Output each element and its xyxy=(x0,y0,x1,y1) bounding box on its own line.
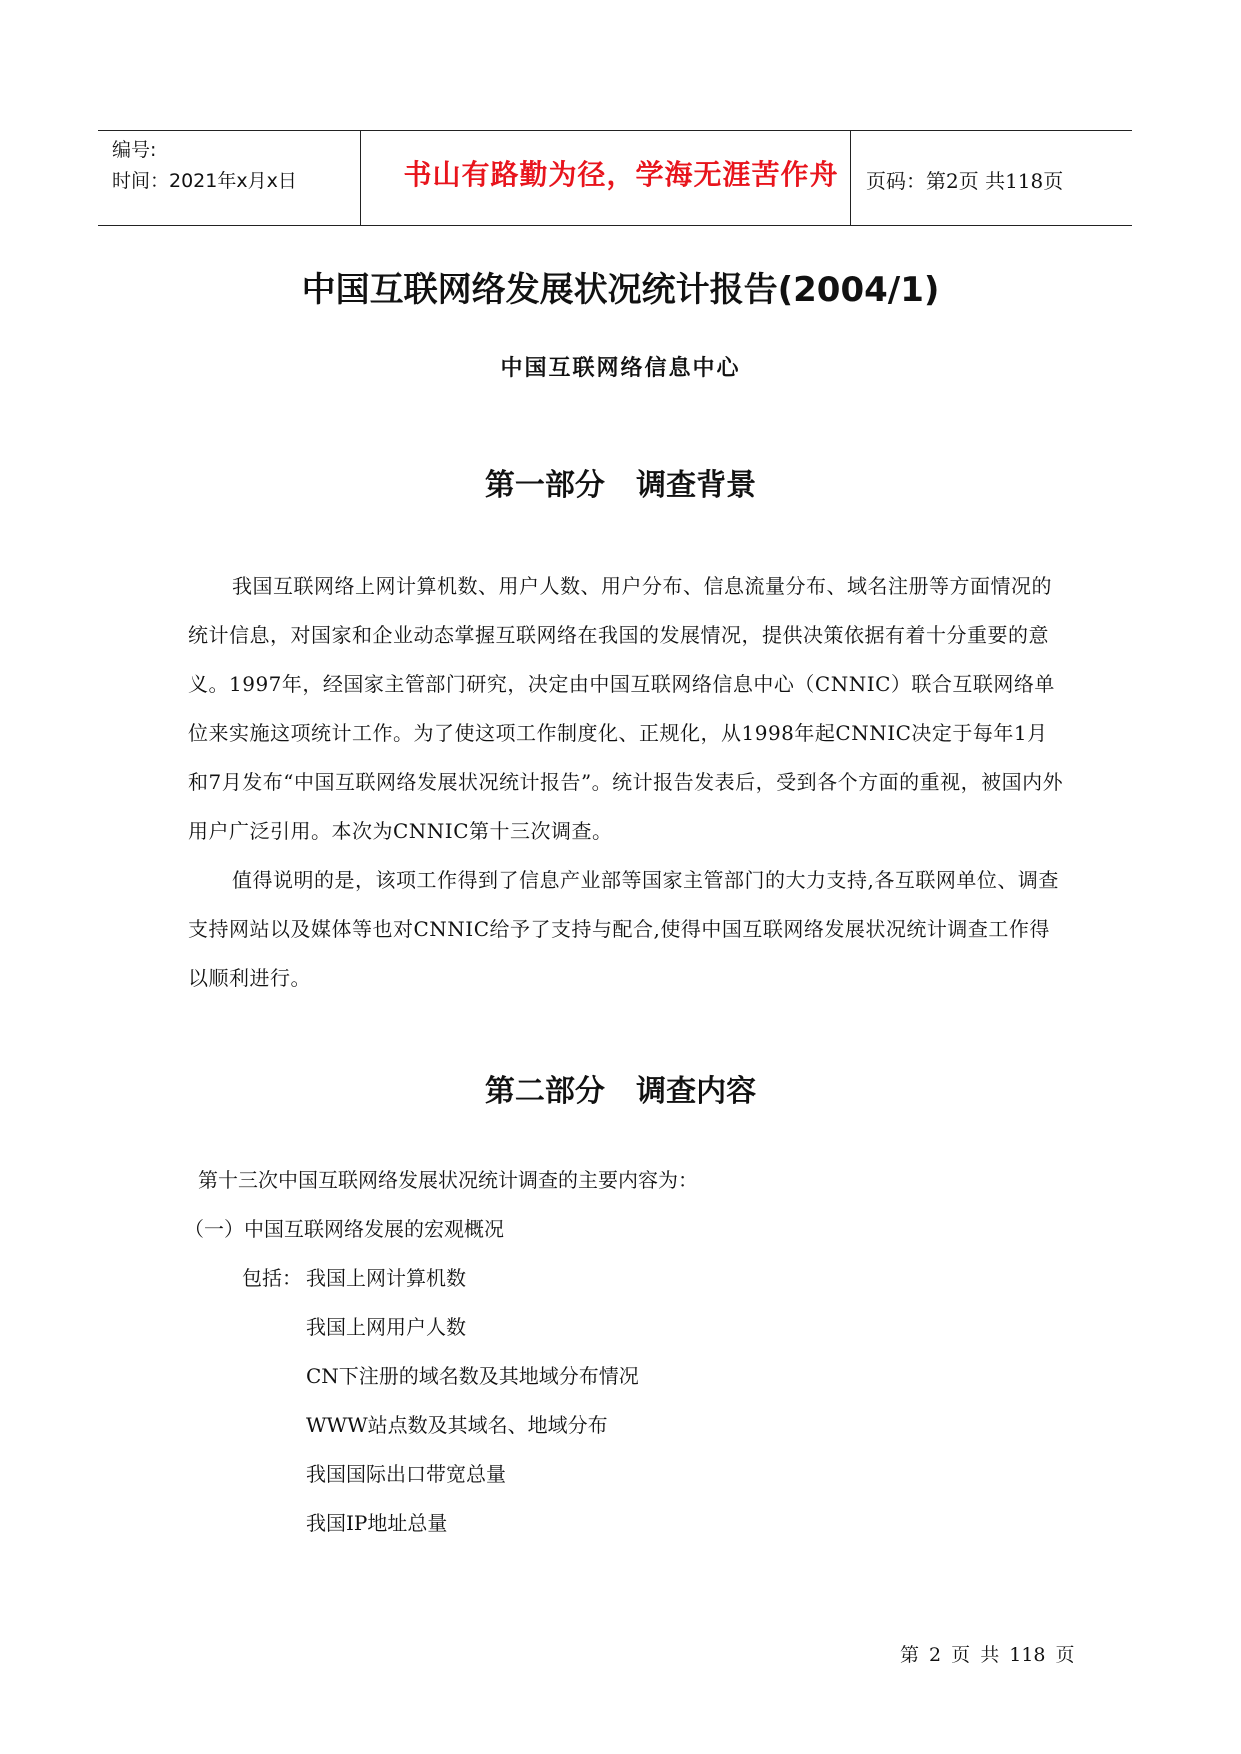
page-code: 页码：第2页 共118页 xyxy=(866,169,1064,193)
header-divider xyxy=(360,131,361,225)
document-title: 中国互联网络发展状况统计报告(2004/1) xyxy=(301,270,940,310)
header-table xyxy=(98,130,1132,226)
organization: 中国互联网络信息中心 xyxy=(500,355,741,381)
list-item: WWW站点数及其域名、地域分布 xyxy=(306,1413,608,1437)
header-divider xyxy=(850,131,851,225)
section1-body xyxy=(188,562,1068,1003)
list-item: 我国上网计算机数 xyxy=(306,1266,466,1290)
subsection-heading: （一）中国互联网络发展的宏观概况 xyxy=(184,1217,504,1241)
include-label: 包括： xyxy=(242,1266,302,1290)
list-item: 我国国际出口带宽总量 xyxy=(306,1462,506,1486)
number-label: 编号: xyxy=(112,139,157,161)
time-label: 时间：2021年x月x日 xyxy=(112,170,297,192)
section1-heading: 第一部分 调查背景 xyxy=(484,468,757,503)
section2-heading: 第二部分 调查内容 xyxy=(484,1074,757,1109)
header-meta xyxy=(112,135,297,197)
list-item: 我国IP地址总量 xyxy=(306,1511,448,1535)
page-footer: 第 2 页 共 118 页 xyxy=(900,1644,1075,1666)
list-item: CN下注册的域名数及其地域分布情况 xyxy=(306,1364,639,1388)
section2-intro: 第十三次中国互联网络发展状况统计调查的主要内容为： xyxy=(198,1168,698,1192)
motto: 书山有路勤为径，学海无涯苦作舟 xyxy=(403,158,839,191)
paragraph: 值得说明的是，该项工作得到了信息产业部等国家主管部门的大力支持,各互联网单位、调查支持网站以及媒体等也对CNNIC给予了支持与配合,使得中国互联网络发展状况统计调查工作得以顺利进行。 xyxy=(188,868,1059,990)
paragraph: 我国互联网络上网计算机数、用户人数、用户分布、信息流量分布、域名注册等方面情况的统计信息，对国家和企业动态掌握互联网络在我国的发展情况，提供决策依据有着十分重要的意义。1997年，经国家主管部门研究，决定由中国互联网络信息中心（CNNIC）联合互联网络单位来实施这项统计工作。为了使这项工作制度化、正规化，从1998年起CNNIC决定于每年1月和7月发布“中国互联网络发展状况统计报告”。统计报告发表后，受到各个方面的重视，被国内外用户广泛引用。本次为CNNIC第十三次调查。 xyxy=(188,574,1064,843)
list-item: 我国上网用户人数 xyxy=(306,1315,466,1339)
